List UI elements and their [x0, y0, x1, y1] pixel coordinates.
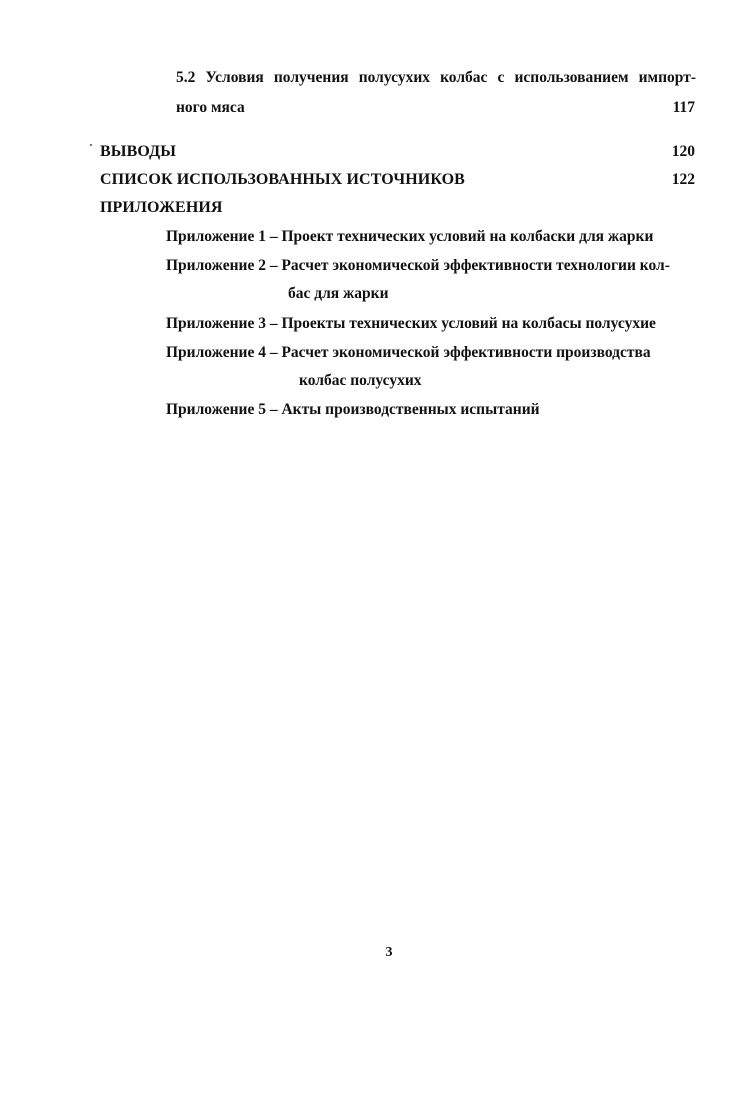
scan-speck [90, 144, 92, 146]
toc-entry-5-2-page: 117 [672, 99, 695, 116]
appendix-3-line-1: Приложение 3 – Проекты технических условий на колбасы полусухие [166, 315, 656, 332]
appendix-4-line-2: колбас полусухих [299, 372, 422, 389]
appendix-2-line-1: Приложение 2 – Расчет экономической эффективности технологии кол- [166, 257, 670, 274]
appendix-4-line-1: Приложение 4 – Расчет экономической эффективности производства [166, 344, 651, 361]
toc-entry-conclusions-page: 120 [671, 143, 695, 160]
appendix-1-line-1: Приложение 1 – Проект технических условий на колбаски для жарки [166, 228, 654, 245]
toc-entry-conclusions: ВЫВОДЫ [100, 143, 177, 160]
page-number: 3 [385, 945, 393, 960]
toc-entry-5-2-line-2: ного мяса [176, 99, 245, 116]
toc-entry-references: СПИСОК ИСПОЛЬЗОВАННЫХ ИСТОЧНИКОВ [100, 171, 465, 188]
appendix-5-line-1: Приложение 5 – Акты производственных испытаний [166, 401, 540, 418]
toc-entry-appendices: ПРИЛОЖЕНИЯ [100, 199, 223, 216]
toc-entry-5-2-line-1: 5.2 Условия получения полусухих колбас с использованием импорт- [176, 69, 696, 86]
appendix-2-line-2: бас для жарки [288, 285, 389, 302]
toc-entry-references-page: 122 [671, 171, 695, 188]
